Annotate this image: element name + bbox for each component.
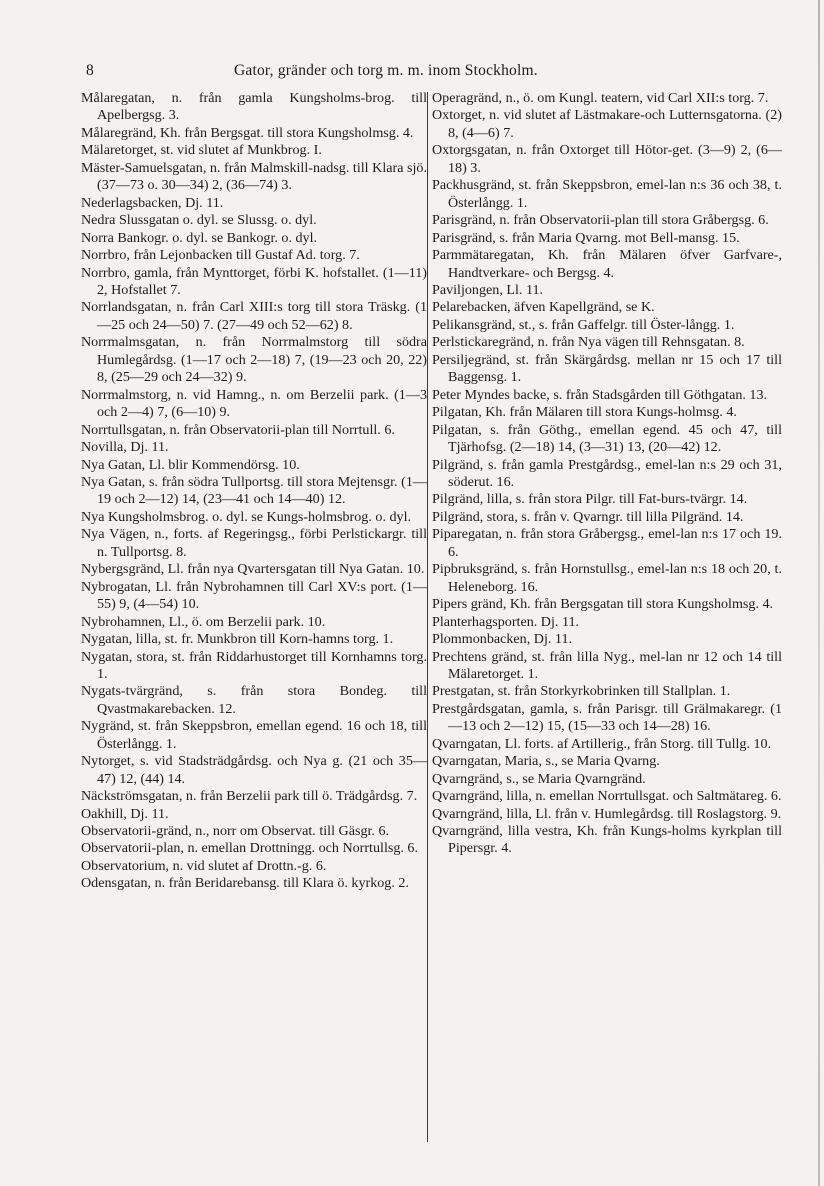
street-entry: Mälaretorget, st. vid slutet af Munkbrog. I.	[81, 142, 322, 159]
street-entry: Pipbruksgränd, s. från Hornstullsg., emel-lan n:s 18 och 20, t. Heleneborg. 16.	[432, 561, 782, 595]
street-entry: Målaregatan, n. från gamla Kungsholms-brog. till Apelbergsg. 3.	[81, 90, 427, 124]
street-entry: Pelarebacken, äfven Kapellgränd, se K.	[432, 299, 655, 316]
street-entry: Nedra Slussgatan o. dyl. se Slussg. o. dyl.	[81, 212, 317, 229]
street-entry: Qvarngränd, lilla, Ll. från v. Humlegårdsg. till Roslagstorg. 9.	[432, 805, 782, 822]
street-entry: Pilgränd, s. från gamla Prestgårdsg., emel-lan n:s 29 och 31, söderut. 16.	[432, 456, 782, 490]
street-entry: Perlstickaregränd, n. från Nya vägen till Rehnsgatan. 8.	[432, 334, 745, 351]
street-entry: Observatorium, n. vid slutet af Drottn.-g. 6.	[81, 857, 327, 874]
street-entry: Prestgatan, st. från Storkyrkobrinken till Stallplan. 1.	[432, 683, 731, 700]
street-entry: Nya Vägen, n., forts. af Regeringsg., förbi Perlstickargr. till n. Tullportsg. 8.	[81, 526, 427, 560]
street-entry: Odensgatan, n. från Beridarebansg. till Klara ö. kyrkog. 2.	[81, 875, 409, 892]
street-entry: Novilla, Dj. 11.	[81, 439, 169, 456]
street-entry: Pilgatan, s. från Göthg., emellan egend. 45 och 47, till Tjärhofsg. (2—18) 14, (3—31) 13, (20—42) 12.	[432, 421, 782, 456]
street-entry: Qvarngatan, Ll. forts. af Artillerig., från Storg. till Tullg. 10.	[432, 735, 772, 752]
right-column	[432, 90, 782, 858]
column-divider	[427, 92, 428, 1142]
page-edge	[818, 0, 820, 1186]
street-entry: Pelikansgränd, st., s. från Gaffelgr. till Öster-långg. 1.	[432, 316, 735, 333]
street-entry: Observatorii-gränd, n., norr om Observat. till Gäsgr. 6.	[81, 823, 390, 840]
street-entry: Pilgatan, Kh. från Mälaren till stora Kungs-holmsg. 4.	[432, 404, 737, 421]
street-entry: Norrbro, från Lejonbacken till Gustaf Ad. torg. 7.	[81, 247, 360, 264]
street-entry: Paviljongen, Ll. 11.	[432, 281, 544, 298]
street-entry: Nytorget, s. vid Stadsträdgårdsg. och Nya g. (21 och 35—47) 12, (44) 14.	[81, 753, 427, 787]
street-entry: Pilgränd, lilla, s. från stora Pilgr. till Fat-burs-tvärgr. 14.	[432, 491, 748, 508]
street-entry: Prechtens gränd, st. från lilla Nyg., mel-lan nr 12 och 14 till Mälaretorget. 1.	[432, 648, 782, 682]
street-entry: Nygats-tvärgränd, s. från stora Bondeg. till Qvastmakarebacken. 12.	[81, 683, 427, 717]
street-entry: Planterhagsporten. Dj. 11.	[432, 613, 580, 630]
street-entry: Plommonbacken, Dj. 11.	[432, 631, 573, 648]
street-entry: Piparegatan, n. från stora Gråbergsg., emel-lan n:s 17 och 19. 6.	[432, 526, 782, 560]
street-entry: Målaregränd, Kh. från Bergsgat. till stora Kungsholmsg. 4.	[81, 124, 414, 141]
street-entry: Observatorii-plan, n. emellan Drottningg. och Norrtullsg. 6.	[81, 840, 419, 857]
street-entry: Parisgränd, n. från Observatorii-plan till stora Gråbergsg. 6.	[432, 212, 769, 229]
street-entry: Persiljegränd, st. från Skärgårdsg. mellan nr 15 och 17 till Baggensg. 1.	[432, 351, 782, 386]
street-entry: Oakhill, Dj. 11.	[81, 805, 169, 822]
street-entry: Qvarngatan, Maria, s., se Maria Qvarng.	[432, 753, 660, 770]
street-entry: Qvarngränd, lilla, n. emellan Norrtullsgat. och Saltmätareg. 6.	[432, 788, 782, 805]
street-entry: Pilgränd, stora, s. från v. Qvarngr. till lilla Pilgränd. 14.	[432, 508, 744, 525]
street-entry: Nya Gatan, Ll. blir Kommendörsg. 10.	[81, 456, 300, 473]
left-column	[81, 90, 427, 893]
street-entry: Parmmätaregatan, Kh. från Mälaren öfver Garfvare-, Handtverkare- och Bergsg. 4.	[432, 247, 782, 281]
street-entry: Näckströmsgatan, n. från Berzelii park till ö. Trädgårdsg. 7.	[81, 788, 418, 805]
street-entry: Norrmalmstorg, n. vid Hamng., n. om Berzelii park. (1—3 och 2—4) 7, (6—10) 9.	[81, 386, 427, 421]
street-entry: Nederlagsbacken, Dj. 11.	[81, 194, 224, 211]
street-entry: Nybrohamnen, Ll., ö. om Berzelii park. 10.	[81, 613, 326, 630]
street-entry: Norrbro, gamla, från Mynttorget, förbi K. hofstallet. (1—11) 2, Hofstallet 7.	[81, 264, 427, 298]
street-entry: Nygatan, lilla, st. fr. Munkbron till Korn-hamns torg. 1.	[81, 631, 394, 648]
page-title: Gator, gränder och torg m. m. inom Stockholm.	[234, 62, 538, 79]
street-entry: Mäster-Samuelsgatan, n. från Malmskill-nadsg. till Klara sjö. (37—73 o. 30—34) 2, (36—74) 3.	[81, 159, 427, 194]
street-entry: Norrmalmsgatan, n. från Norrmalmstorg till södra Humlegårdsg. (1—17 och 2—18) 7, (19—23 och 20, 22) 8, (25—29 och 24—32) 9.	[81, 334, 427, 386]
street-entry: Peter Myndes backe, s. från Stadsgården till Göthgatan. 13.	[432, 386, 768, 403]
street-entry: Nybrogatan, Ll. från Nybrohamnen till Carl XV:s port. (1—55) 9, (4—54) 10.	[81, 578, 427, 613]
street-entry: Pipers gränd, Kh. från Bergsgatan till stora Kungsholmsg. 4.	[432, 596, 774, 613]
street-entry: Packhusgränd, st. från Skeppsbron, emel-lan n:s 36 och 38, t. Österlångg. 1.	[432, 177, 782, 211]
street-entry: Nygränd, st. från Skeppsbron, emellan egend. 16 och 18, till Österlångg. 1.	[81, 718, 427, 752]
street-entry: Nybergsgränd, Ll. från nya Qvartersgatan till Nya Gatan. 10.	[81, 561, 425, 578]
street-entry: Nya Kungsholmsbrog. o. dyl. se Kungs-holmsbrog. o. dyl.	[81, 508, 412, 525]
street-entry: Parisgränd, s. från Maria Qvarng. mot Bell-mansg. 15.	[432, 229, 740, 246]
street-entry: Qvarngränd, s., se Maria Qvarngränd.	[432, 770, 646, 787]
street-entry: Oxtorgsgatan, n. från Oxtorget till Hötor-get. (3—9) 2, (6—18) 3.	[432, 142, 782, 176]
street-entry: Operagränd, n., ö. om Kungl. teatern, vid Carl XII:s torg. 7.	[432, 90, 769, 106]
street-entry: Oxtorget, n. vid slutet af Lästmakare-och Lutternsgatorna. (2) 8, (4—6) 7.	[432, 107, 782, 141]
street-entry: Prestgårdsgatan, gamla, s. från Parisgr. till Grälmakaregr. (1—13 och 2—12) 15, (15—33 och 14—28) 16.	[432, 700, 782, 735]
street-entry: Norrlandsgatan, n. från Carl XIII:s torg till stora Träskg. (1—25 och 24—50) 7. (27—49 och 52—62) 8.	[81, 299, 427, 333]
street-entry: Norrtullsgatan, n. från Observatorii-plan till Norrtull. 6.	[81, 421, 395, 438]
page-number: 8	[86, 62, 94, 79]
street-entry: Qvarngränd, lilla vestra, Kh. från Kungs-holms kyrkplan till Pipersgr. 4.	[432, 823, 782, 857]
street-entry: Nya Gatan, s. från södra Tullportsg. till stora Mejtensgr. (1—19 och 2—12) 14, (23—41 och 14—40) 12.	[81, 473, 427, 508]
street-entry: Nygatan, stora, st. från Riddarhustorget till Kornhamns torg. 1.	[81, 648, 427, 682]
street-entry: Norra Bankogr. o. dyl. se Bankogr. o. dyl.	[81, 229, 318, 246]
